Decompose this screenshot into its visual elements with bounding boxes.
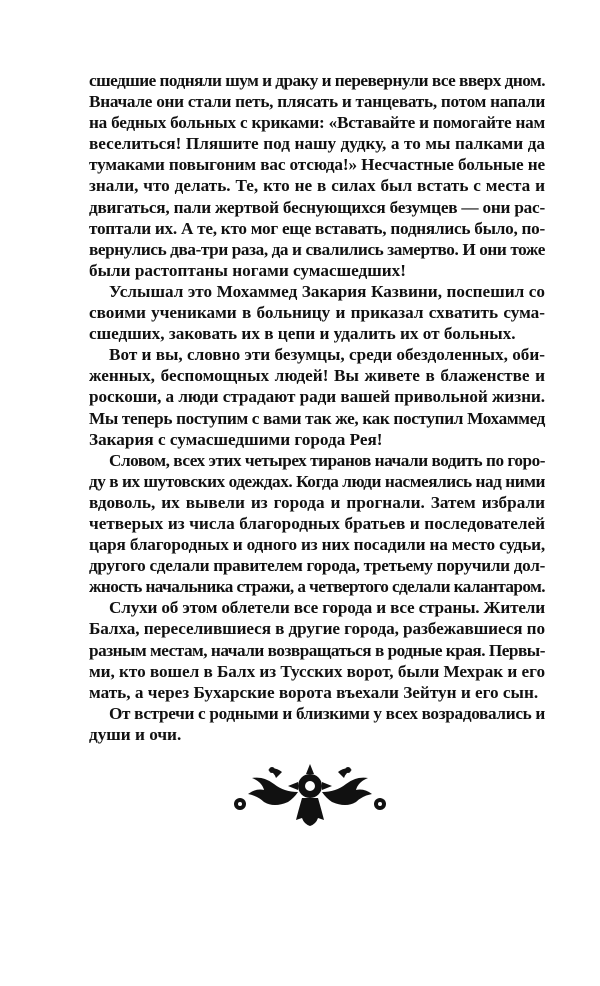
- text-line-row: [89, 429, 545, 450]
- text-line: души и очи.: [89, 724, 182, 744]
- text-line: Балха, переселившиеся в другие города, разбежавшиеся по: [89, 619, 545, 639]
- text-line-row: [89, 70, 545, 91]
- text-line: Вначале они стали петь, плясать и танцевать, потом напали: [89, 92, 545, 112]
- text-line: были растоптаны ногами сумасшедших!: [89, 260, 406, 280]
- text-line: ми, кто вошел в Балх из Тусских ворот, были Мехрак и его: [89, 661, 545, 681]
- text-line: От встречи с родными и близкими у всех возрадовались и: [109, 703, 545, 723]
- text-line-row: [89, 91, 545, 112]
- text-line-row: [89, 133, 545, 154]
- text-line: тумаками повыгоним вас отсюда!» Несчастные больные не: [89, 155, 545, 175]
- text-line-row: [89, 534, 545, 555]
- text-line: четверых из числа благородных братьев и последователей: [89, 513, 545, 533]
- text-line: сшедших, заковать их в цепи и удалить их от больных.: [89, 324, 516, 344]
- text-line: Закария с сумасшедшими города Рея!: [89, 429, 383, 449]
- text-line-row: [89, 640, 545, 661]
- text-line-row: [89, 218, 545, 239]
- text-line: вернулись два-три раза, да и свалились замертво. И они тоже: [89, 239, 545, 259]
- page-body-text: [89, 70, 545, 745]
- text-line-row: [89, 112, 545, 133]
- text-line-row: [89, 513, 545, 534]
- text-line-row: [89, 365, 545, 386]
- text-line: вдоволь, их вывели из города и прогнали. Затем избрали: [89, 492, 545, 512]
- text-line-row: [89, 239, 545, 260]
- text-line: мать, а через Бухарские ворота въехали Зейтун и его сын.: [89, 682, 539, 702]
- text-line: Вот и вы, словно эти безумцы, среди обездоленных, оби-: [109, 345, 545, 365]
- text-line: другого сделали правителем города, третьему поручили дол-: [89, 556, 545, 576]
- text-line-row: [89, 386, 545, 407]
- text-line: двигаться, пали жертвой беснующихся безумцев — они рас-: [89, 197, 545, 217]
- text-line-row: [89, 703, 545, 724]
- text-line-row: [89, 175, 545, 196]
- paragraph: [89, 70, 545, 281]
- paragraph: [89, 450, 545, 598]
- text-line: женных, беспомощных людей! Вы живете в блаженстве и: [89, 366, 545, 386]
- text-line: знали, что делать. Те, кто не в силах был встать с места и: [89, 176, 545, 196]
- text-line-row: [89, 260, 545, 281]
- text-line-row: [89, 555, 545, 576]
- text-line: своими учениками в больницу и приказал схватить сума-: [89, 303, 545, 323]
- text-line: Мы теперь поступим с вами так же, как поступил Мохаммед: [89, 408, 546, 428]
- text-line: на бедных больных с криками: «Вставайте и помогайте нам: [89, 113, 545, 133]
- paragraph: [89, 703, 545, 745]
- text-line: Словом, всех этих четырех тиранов начали водить по горо-: [109, 450, 545, 470]
- text-line: веселиться! Пляшите под нашу дудку, а то мы палками да: [89, 134, 545, 154]
- text-line-row: [89, 281, 545, 302]
- paragraph: [89, 281, 545, 344]
- text-line-row: [89, 597, 545, 618]
- paragraph: [89, 344, 545, 449]
- text-line-row: [89, 661, 545, 682]
- text-line-row: [89, 197, 545, 218]
- text-line-row: [89, 408, 545, 429]
- text-line-row: [89, 576, 545, 597]
- text-line-row: [89, 323, 545, 344]
- text-line: Слухи об этом облетели все города и все страны. Жители: [109, 598, 545, 618]
- text-line: Услышал это Мохаммед Закария Казвини, поспешил со: [109, 281, 545, 301]
- text-line: роскоши, а люди страдают ради вашей привольной жизни.: [89, 387, 545, 407]
- text-line-row: [89, 344, 545, 365]
- text-line-row: [89, 302, 545, 323]
- text-line-row: [89, 492, 545, 513]
- floral-ornament-icon: [232, 762, 388, 828]
- text-line: топтали их. А те, кто мог еще вставать, поднялись было, по-: [89, 218, 545, 238]
- text-line-row: [89, 471, 545, 492]
- text-line: царя благородных и одного из них посадили на место судьи,: [89, 535, 545, 555]
- text-line: сшедшие подняли шум и драку и перевернули все вверх дном.: [89, 71, 545, 90]
- text-line: жность начальника стражи, а четвертого сделали калантаром.: [89, 577, 545, 597]
- text-line: ду в их шутовских одеждах. Когда люди насмеялись над ними: [89, 471, 546, 491]
- text-line-row: [89, 450, 545, 471]
- text-line: разным местам, начали возвращаться в родные края. Первы-: [89, 640, 545, 660]
- text-line-row: [89, 154, 545, 175]
- text-line-row: [89, 682, 545, 703]
- text-line-row: [89, 618, 545, 639]
- paragraph: [89, 597, 545, 702]
- text-line-row: [89, 724, 545, 745]
